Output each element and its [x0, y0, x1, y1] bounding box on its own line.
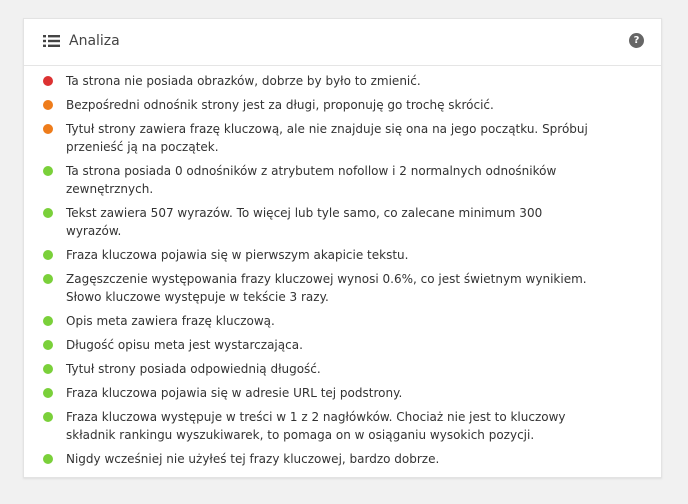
analysis-result-item [24, 312, 661, 330]
analysis-result-text: Ta strona nie posiada obrazków, dobrze by było to zmienić. [66, 74, 421, 88]
status-dot-icon [43, 340, 53, 350]
status-dot-icon [43, 454, 53, 464]
question-circle-icon[interactable]: ? [629, 33, 644, 48]
analysis-result-text: Tytuł strony zawiera frazę kluczową, ale nie znajduje się ona na jego początku. Spróbuj przenieść ją na początek. [66, 122, 588, 154]
analysis-result-text: Tekst zawiera 507 wyrazów. To więcej lub tyle samo, co zalecane minimum 300 wyrazów. [66, 206, 543, 238]
list-icon [43, 35, 60, 47]
status-dot-icon [43, 274, 53, 284]
analysis-result-text: Fraza kluczowa pojawia się w pierwszym akapicie tekstu. [66, 248, 409, 262]
analysis-result-text: Opis meta zawiera frazę kluczową. [66, 314, 275, 328]
analysis-result-item [24, 204, 661, 240]
status-dot-icon [43, 412, 53, 422]
analysis-result-item [24, 270, 661, 306]
status-dot-icon [43, 124, 53, 134]
analysis-result-item [24, 246, 661, 264]
analysis-result-item [24, 450, 661, 468]
analysis-result-text: Ta strona posiada 0 odnośników z atrybutem nofollow i 2 normalnych odnośników zewnętrznych. [66, 164, 557, 196]
analysis-result-item [24, 72, 661, 90]
analysis-result-text: Fraza kluczowa pojawia się w adresie URL tej podstrony. [66, 386, 403, 400]
analysis-result-item [24, 408, 661, 444]
analysis-result-item [24, 336, 661, 354]
analysis-result-item [24, 384, 661, 402]
analysis-result-text: Fraza kluczowa występuje w treści w 1 z 2 nagłówków. Chociaż nie jest to kluczowy składnik rankingu wyszukiwarek, to pomaga on w osiąganiu wysokich pozycji. [66, 410, 566, 442]
panel-header [24, 19, 661, 66]
status-dot-icon [43, 100, 53, 110]
status-dot-icon [43, 250, 53, 260]
analysis-result-item [24, 360, 661, 378]
analysis-result-text: Zagęszczenie występowania frazy kluczowej wynosi 0.6%, co jest świetnym wynikiem. Słowo kluczowe występuje w tekście 3 razy. [66, 272, 587, 304]
analysis-result-text: Bezpośredni odnośnik strony jest za długi, proponuję go trochę skrócić. [66, 98, 494, 112]
analysis-result-text: Długość opisu meta jest wystarczająca. [66, 338, 303, 352]
status-dot-icon [43, 316, 53, 326]
analysis-panel [23, 18, 662, 478]
analysis-result-item [24, 96, 661, 114]
analysis-result-item [24, 120, 661, 156]
analysis-results-list [24, 72, 661, 474]
status-dot-icon [43, 76, 53, 86]
analysis-result-text: Nigdy wcześniej nie użyłeś tej frazy kluczowej, bardzo dobrze. [66, 452, 440, 466]
status-dot-icon [43, 166, 53, 176]
status-dot-icon [43, 388, 53, 398]
status-dot-icon [43, 364, 53, 374]
analysis-result-item [24, 162, 661, 198]
analysis-result-text: Tytuł strony posiada odpowiednią długość. [66, 362, 321, 376]
panel-title: Analiza [69, 33, 120, 49]
status-dot-icon [43, 208, 53, 218]
